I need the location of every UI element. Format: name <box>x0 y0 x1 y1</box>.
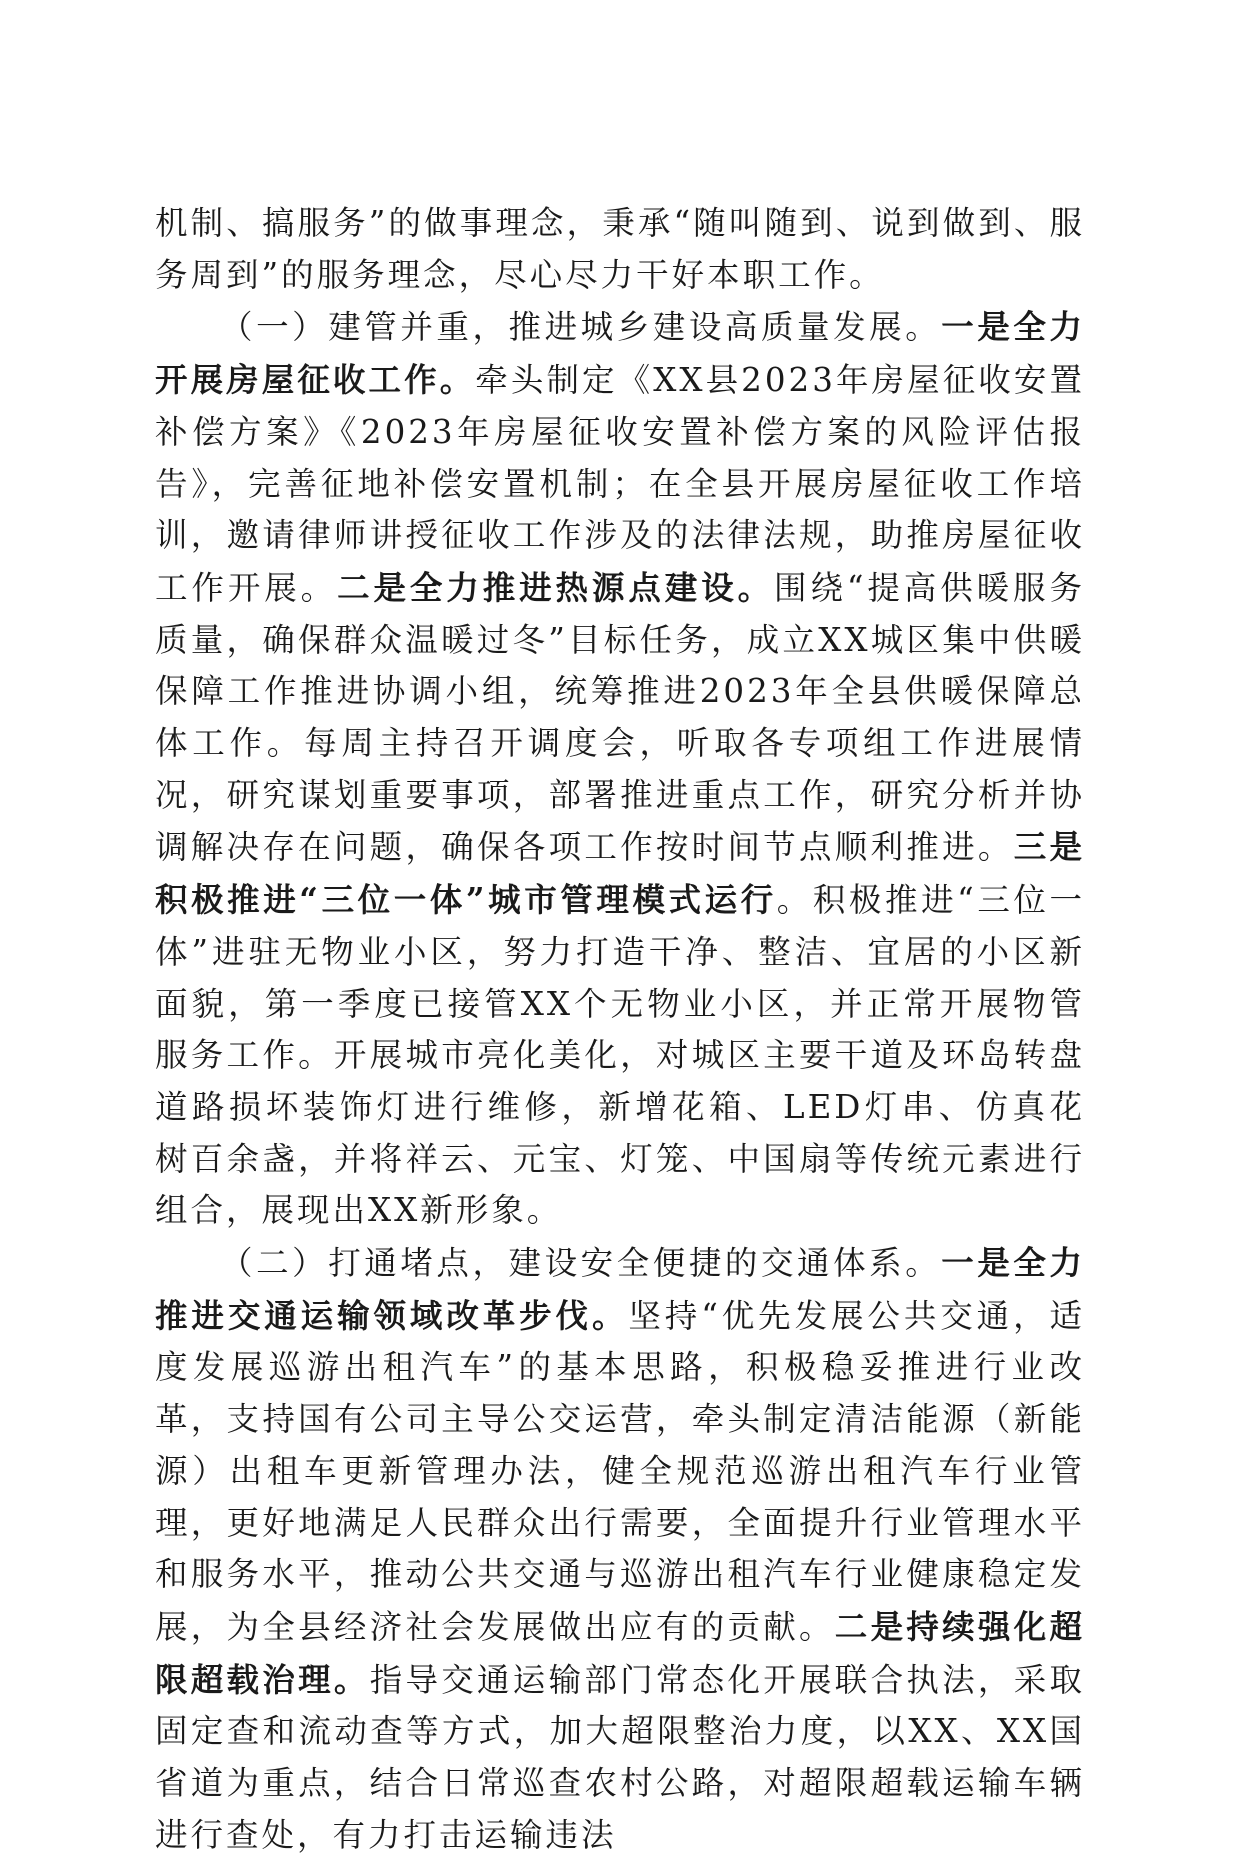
bold-point-2: 二是全力推进热源点建设。 <box>337 567 775 607</box>
bold-point-1: 一是全力推进交通运输领域改革步伐。 <box>155 1243 1085 1335</box>
paragraph-text: 。积极推进“三位一体”进驻无物业小区，努力打造干净、整洁、宜居的小区新面貌，第一季度已接管XX个无物业小区，并正常开展物管服务工作。开展城市亮化美化，对城区主要干道及环岛转盘道路损坏装饰灯进行维修，新增花箱、LED灯串、仿真花树百余盏，并将祥云、元宝、灯笼、中国扇等传统元素进行组合，展现出XX新形象。 <box>155 881 1085 1230</box>
paragraph-text: 坚持“优先发展公共交通，适度发展巡游出租汽车”的基本思路，积极稳妥推进行业改革，支持国有公司主导公交运营，牵头制定清洁能源（新能源）出租车更新管理办法，健全规范巡游出租汽车行业管理，更好地满足人民群众出行需要，全面提升行业管理水平和服务水平，推动公共交通与巡游出租汽车行业健康稳定发展，为全县经济社会发展做出应有的贡献。 <box>155 1296 1085 1646</box>
paragraph-text: 围绕“提高供暖服务质量，确保群众温暖过冬”目标任务，成立XX城区集中供暖保障工作推进协调小组，统筹推进2023年全县供暖保障总体工作。每周主持召开调度会，听取各专项组工作进展情况，研究谋划重要事项，部署推进重点工作，研究分析并协调解决存在问题，确保各项工作按时间节点顺利推进。 <box>155 568 1085 867</box>
paragraph-text: 机制、搞服务”的做事理念，秉承“随叫随到、说到做到、服务周到”的服务理念，尽心尽力干好本职工作。 <box>155 204 1085 294</box>
section-heading: （二）打通堵点，建设安全便捷的交通体系。 <box>220 1244 942 1283</box>
paragraph-section-2 <box>155 1237 1085 1861</box>
paragraph-intro-tail <box>155 198 1085 301</box>
bold-point-1: 一是全力开展房屋征收工作。 <box>155 307 1085 400</box>
document-page <box>155 198 1085 1862</box>
bold-point-2: 二是持续强化超限超载治理。 <box>155 1606 1085 1699</box>
paragraph-text: 牵头制定《XX县2023年房屋征收安置补偿方案》《2023年房屋征收安置补偿方案的风险评估报告》，完善征地补偿安置机制；在全县开展房屋征收工作培训，邀请律师讲授征收工作涉及的法律法规，助推房屋征收工作开展。 <box>155 361 1085 607</box>
paragraph-section-1 <box>155 301 1085 1237</box>
bold-point-3: 三是积极推进“三位一体”城市管理模式运行 <box>155 827 1085 920</box>
paragraph-text: 指导交通运输部门常态化开展联合执法，采取固定查和流动查等方式，加大超限整治力度，以XX、XX国省道为重点，结合日常巡查农村公路，对超限超载运输车辆进行查处，有力打击运输违法 <box>155 1660 1085 1854</box>
section-heading: （一）建管并重，推进城乡建设高质量发展。 <box>220 308 942 347</box>
